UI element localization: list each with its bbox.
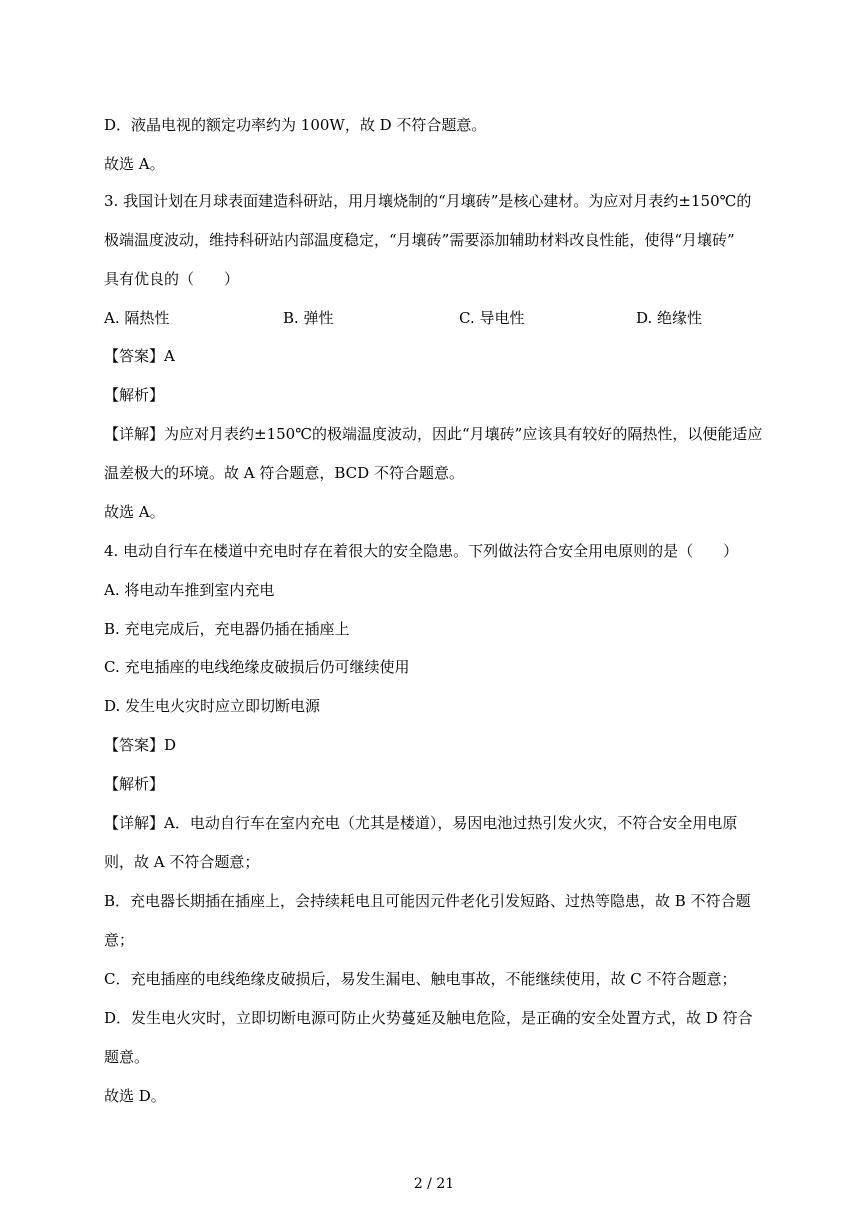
detail-text: 意； — [104, 931, 135, 949]
answer-label: 【答案】A — [104, 347, 175, 365]
option-b: B. 充电完成后，充电器仍插在插座上 — [104, 620, 350, 638]
detail-text: 温差极大的环境。故 A 符合题意，BCD 不符合题意。 — [104, 464, 464, 482]
option-c: C. 导电性 — [459, 309, 525, 327]
analysis-label: 【解析】 — [104, 386, 165, 404]
option-c: C. 充电插座的电线绝缘皮破损后仍可继续使用 — [104, 658, 410, 676]
option-a: A. 将电动车推到室内充电 — [104, 581, 275, 599]
detail-text: 【详解】为应对月表约±150℃的极端温度波动，因此“月壤砖”应该具有较好的隔热性，以便能适应 — [104, 425, 763, 443]
option-b: B. 弹性 — [283, 309, 334, 327]
answer-label: 【答案】D — [104, 736, 177, 754]
question-3-stem: 具有优良的（ ） — [104, 270, 240, 288]
detail-text: D．发生电火灾时，立即切断电源可防止火势蔓延及触电危险，是正确的安全处置方式，故 D 符合 — [104, 1009, 753, 1027]
text-line: 故选 A。 — [104, 503, 165, 521]
question-4-stem: 4. 电动自行车在楼道中充电时存在着很大的安全隐患。下列做法符合安全用电原则的是（ ） — [104, 542, 739, 560]
text-line: D．液晶电视的额定功率约为 100W，故 D 不符合题意。 — [104, 116, 487, 134]
option-d: D. 发生电火灾时应立即切断电源 — [104, 697, 321, 715]
question-3-stem: 极端温度波动，维持科研站内部温度稳定，“月壤砖”需要添加辅助材料改良性能，使得“月壤砖” — [104, 231, 735, 249]
text-line: 故选 A。 — [104, 155, 165, 173]
detail-text: 则，故 A 不符合题意； — [104, 853, 260, 871]
analysis-label: 【解析】 — [104, 775, 165, 793]
detail-text: C．充电插座的电线绝缘皮破损后，易发生漏电、触电事故，不能继续使用，故 C 不符合题意； — [104, 970, 737, 988]
question-3-stem: 3. 我国计划在月球表面建造科研站，用月壤烧制的“月壤砖”是核心建材。为应对月表约±150℃的 — [104, 192, 752, 210]
page-number: 2 / 21 — [413, 1176, 455, 1192]
option-d: D. 绝缘性 — [636, 309, 703, 327]
detail-text: 题意。 — [104, 1048, 150, 1066]
detail-text: 【详解】A．电动自行车在室内充电（尤其是楼道），易因电池过热引发火灾，不符合安全用电原 — [104, 814, 738, 832]
detail-text: B．充电器长期插在插座上，会持续耗电且可能因元件老化引发短路、过热等隐患，故 B 不符合题 — [104, 892, 751, 910]
text-line: 故选 D。 — [104, 1087, 166, 1105]
option-a: A. 隔热性 — [104, 309, 170, 327]
